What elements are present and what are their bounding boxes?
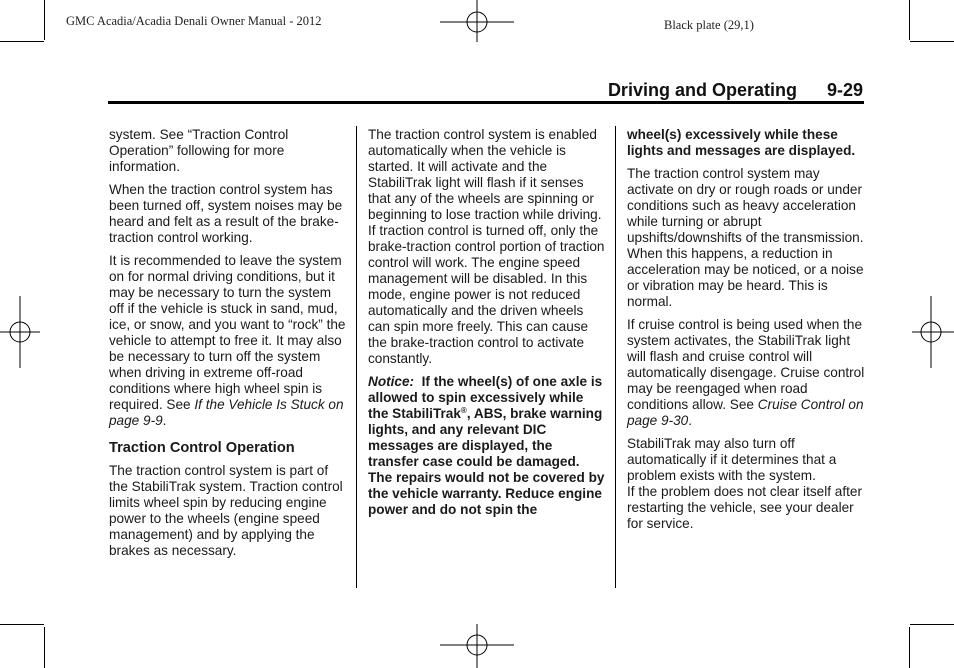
paragraph-text: . [162,413,167,428]
plate-label: Black plate (29,1) [664,18,754,32]
manual-title: GMC Acadia/Acadia Denali Owner Manual - 2012 [66,14,322,28]
paragraph: The traction control system is enabled automatically when the vehicle is started. It will activate and the StabiliTrak light will flash if it senses that any of the wheels are spinning or beginning to lose traction while driving. If traction control is turned off, only the brake-traction control portion of traction control will work. The engine speed management will be disabled. In this mode, engine power is not reduced automatically and the driven wheels can spin more freely. This can cause the brake-traction control to activate constantly. [368,127,605,366]
crop-mark [0,624,44,625]
column-divider [356,126,357,588]
registration-mark-icon [440,624,514,668]
header-rule [108,101,864,104]
crop-mark [909,627,910,668]
crop-mark [910,624,954,625]
paragraph: StabiliTrak may also turn off automatically if it determines that a problem exists with the system. [627,436,837,483]
cross-reference-link[interactable]: Cruise Control on page 9-30 [627,397,864,428]
crop-mark [0,41,44,42]
column-2 [368,127,606,518]
registration-mark-icon [0,296,40,368]
crop-mark [910,41,954,42]
paragraph: The traction control system may activate on dry or rough roads or under conditions such as heavy acceleration while turning or abrupt upshifts/downshifts of the transmission. When this happens, a reduction in acceleration may be noticed, or a noise or vibration may be heard. This is normal. [627,166,864,309]
crop-mark [44,627,45,668]
paragraph: When the traction control system has been turned off, system noises may be heard and felt as a result of the brake-traction control working. [109,182,343,245]
page-number: 9-29 [826,80,863,100]
crop-mark [909,0,910,40]
paragraph [109,253,347,429]
column-1 [109,127,347,559]
crop-mark [44,0,45,40]
paragraph: system. See “Traction Control Operation” following for more information. [109,127,289,174]
paragraph: If the problem does not clear itself after restarting the vehicle, see your dealer for service. [627,484,862,531]
column-divider [615,126,616,588]
paragraph [627,317,865,429]
paragraph-text: If cruise control is being used when the system activates, the StabiliTrak light will flash and cruise control will automatically disengage. Cruise control may be reengaged when road conditions allow. See [627,317,865,412]
paragraph-text: . [688,413,693,428]
section-title: Driving and Operating [607,80,797,100]
notice-text: , ABS, brake warning lights, and any relevant DIC messages are displayed, the transfer case could be damaged. The repairs would not be covered by the vehicle warranty. Reduce engine power and do not spin the [368,406,605,517]
registered-mark: ® [460,406,467,415]
registration-mark-icon [440,0,514,42]
paragraph-text: It is recommended to leave the system on for normal driving conditions, but it may be necessary to turn the system off if the vehicle is stuck in sand, mud, ice, or snow, and you want to “rock” the vehicle to attempt to free it. It may also be necessary to turn off the system when driving in extreme off-road conditions where high wheel spin is required. See [109,253,346,412]
registration-mark-icon [912,296,954,368]
cross-reference-link[interactable]: If the Vehicle Is Stuck on page 9-9 [109,397,344,428]
section-header [608,80,863,101]
notice-label: Notice: [368,374,415,389]
paragraph: The traction control system is part of the StabiliTrak system. Traction control limits wheel spin by reducing engine power to the wheels (engine speed management) and by applying the brakes as necessary. [109,463,343,558]
notice-continuation: wheel(s) excessively while these lights and messages are displayed. [627,127,856,158]
column-3 [627,127,865,532]
notice-text: If the wheel(s) of one axle is allowed to spin excessively while the StabiliTrak [368,374,603,421]
notice [368,374,606,518]
subsection-heading: Traction Control Operation [109,440,295,456]
